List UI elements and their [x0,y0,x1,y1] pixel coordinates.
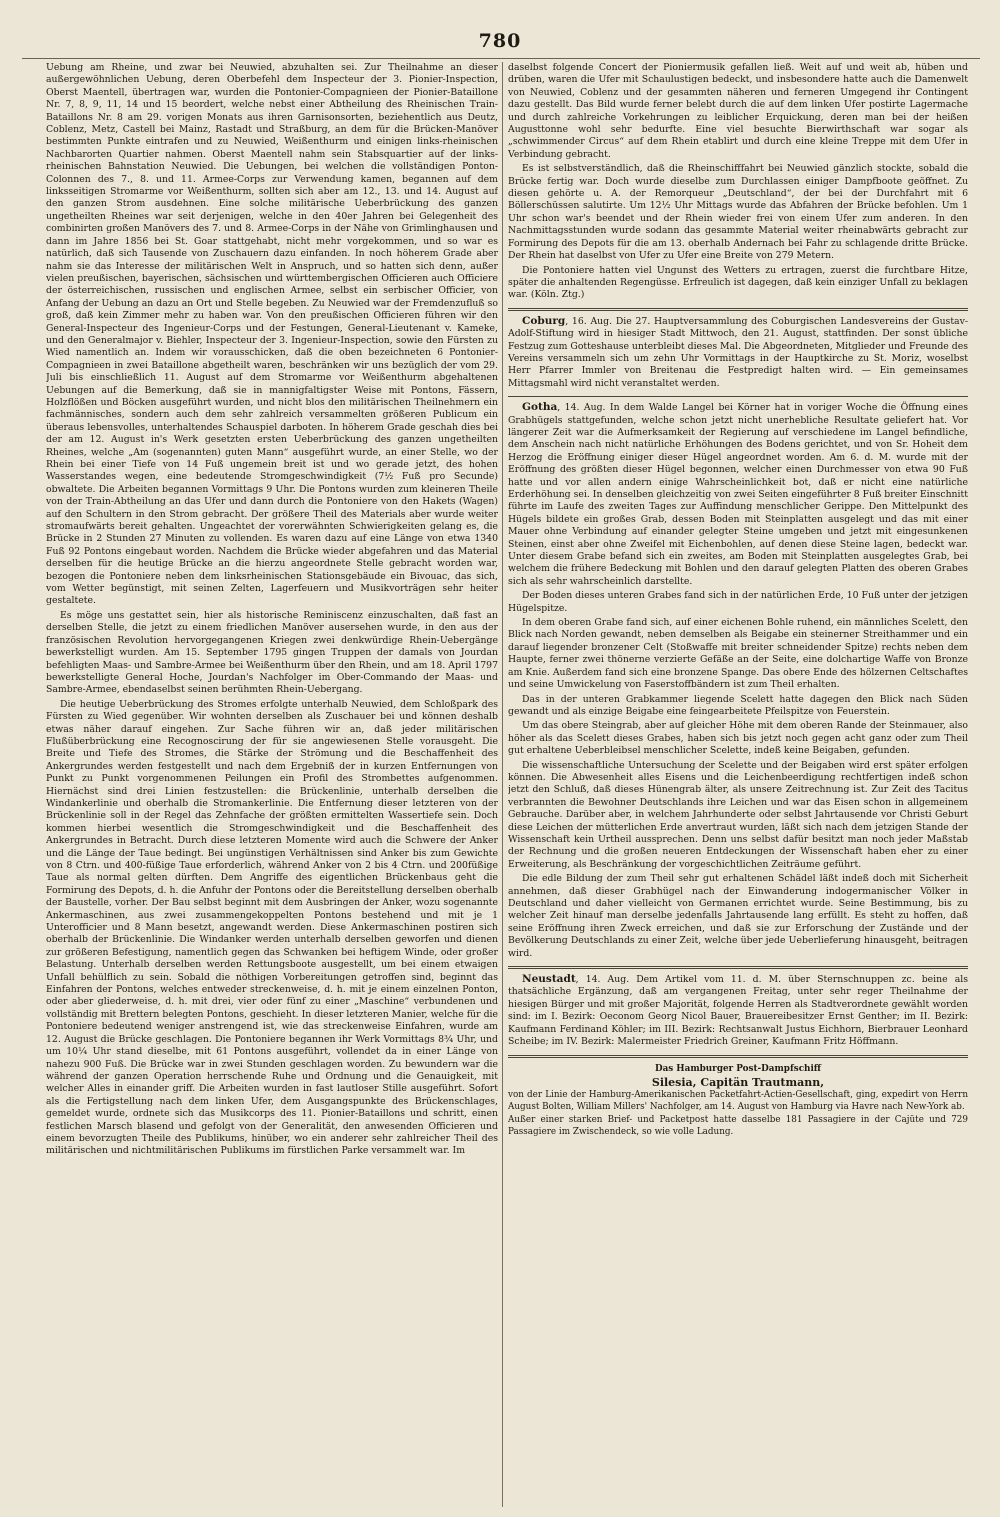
neustadt-article [508,966,968,1048]
coburg-dateline: Coburg [522,314,566,327]
shipping-notice [508,1055,968,1137]
coburg-paragraph [508,315,968,390]
article-paragraph: Uebung am Rheine, und zwar bei Neuwied, abzuhalten sei. Zur Theilnahme an dieser außergewöhnlichen Uebung, deren Oberbefehl dem Inspecteur der 3. Pionier-Inspection, Oberst Maentell, übertragen war, wurden die Pontonier-Compagnieen der Pionier-Bataillone Nr. 7, 8, 9, 11, 14 und 15 beordert, welche nebst einer Abtheilung des Rheinischen Train-Bataillons Nr. 8 am 29. vorigen Monats aus ihren Garnisonsorten, beziehentlich aus Deutz, Coblenz, Metz, Castell bei Mainz, Rastadt und Straßburg, an dem für die Brücken-Manöver bestimmten Punkte eintrafen und zu Neuwied, Weißenthurm und einigen links-rheinischen Nachbarorten Quartier nahmen. Oberst Maentell nahm sein Stabsquartier auf der links-rheinischen Bahnstation Neuwied. Die Uebungen, bei welchen die vollständigen Ponton-Colonnen des 7., 8. und 11. Armee-Corps zur Verwendung kamen, begannen auf dem linksseitigen Stromarme vor Weißenthurm, sollten sich aber am 12., 13. und 14. August auf den ganzen Strom ausdehnen. Eine solche militärische Ueberbrückung des ganzen ungetheilten Rheines war seit derjenigen, welche in den 40er Jahren bei Gelegenheit des combinirten großen Manövers des 7. und 8. Armee-Corps in der Nähe von Grimlinghausen und dann im Jahre 1856 bei St. Goar stattgehabt, nicht mehr vorgekommen, und so war es natürlich, daß sich Tausende von Zuschauern dazu einfanden. In noch höherem Grade aber nahm sie das Interesse der militärischen Welt in Anspruch, und so hatten sich denn, außer vielen preußischen, bayerischen, sächsischen und württembergischen Officieren auch Officiere der österreichischen, russischen und englischen Armee, selbst ein serbischer Officier, von Anfang der Uebung an dazu an Ort und Stelle begeben. Zu Neuwied war der Fremdenzufluß so groß, daß kein Zimmer mehr zu haben war. Von den preußischen Officieren führen wir den General-Inspecteur des Ingenieur-Corps und der Festungen, General-Lieutenant v. Kameke, und den Generalmajor v. Biehler, Inspecteur der 3. Ingenieur-Inspection, sowie den Fürsten zu Wied namentlich an. Indem wir vorausschicken, daß die oben bezeichneten 6 Pontonier-Compagnieen in zwei Bataillone abgetheilt waren, beschränken wir uns bezüglich der vom 29. Juli bis einschließlich 11. August auf dem Stromarme vor Weißenthurm abgehaltenen Uebungen auf die Bemerkung, daß sie in mannigfaltigster Weise mit Pontons, Fässern, Holzflößen und Böcken ausgeführt wurden, und nicht blos den militärischen Theilnehmern ein fachmännisches, sondern auch dem sehr zahlreich versammelten größeren Publicum ein überaus lebensvolles, unterhaltendes Schauspiel darboten. In höherem Grade geschah dies bei der am 12. August in's Werk gesetzten ersten Ueberbrückung des ganzen ungetheilten Rheines, welche „Am (sogenannten) guten Mann“ ausgeführt wurde, an einer Stelle, wo der Rhein bei einer Tiefe von 14 Fuß ungemein breit ist und wo gerade jetzt, des hohen Wasserstandes wegen, eine bedeutende Stromgeschwindigkeit (7½ Fuß pro Secunde) obwaltete. Die Arbeiten begannen Vormittags 9 Uhr. Die Pontons wurden zum kleineren Theile von der Train-Abtheilung an das Ufer und dann durch die Pontoniere von den Hakets (Wagen) auf den Schultern in den Strom gebracht. Der größere Theil des Materials aber wurde weiter stromaufwärts bereit gehalten. Ungeachtet der vorerwähnten Schwierigkeiten gelang es, die Brücke in 2 Stunden 27 Minuten zu vollenden. Es waren dazu auf eine Länge von etwa 1340 Fuß 92 Pontons eingebaut worden. Nachdem die Brücke wieder abgefahren und das Material derselben für die heutige Brücke an die hierzu angeordnete Stelle gebracht worden war, bezogen die Pontoniere neben dem linksrheinischen Stationsgebäude ein Bivouac, das sich, vom Wetter begünstigt, mit seinen Zelten, Lagerfeuern und Musikvorträgen sehr heiter gestaltete. [46,62,498,607]
shipping-notice-note: Außer einer starken Brief- und Packetpost hatte dasselbe 181 Passagiere in der Cajüte und 729 Passagiere im Zwischendeck, so wie volle Ladung. [508,1115,968,1137]
gotha-paragraph [508,401,968,588]
coburg-article [508,308,968,390]
gotha-paragraph: Das in der unteren Grabkammer liegende Scelett hatte dagegen den Blick nach Süden gewandt und als einzige Beigabe eine feingearbeitete Pfeilspitze von Feuerstein. [508,693,968,717]
article-paragraph: Es ist selbstverständlich, daß die Rheinschifffahrt bei Neuwied gänzlich stockte, sobald die Brücke fertig war. Doch wurde dieselbe zum Durchlassen einiger Dampfboote geöffnet. Zu diesen gehörte u. A. der Remorqueur „Deutschland“, der bei der Durchfahrt mit 6 Böllerschüssen salutirte. Um 12½ Uhr Mittags wurde das Abfahren der Brücke befohlen. Um 1 Uhr schon war's beendet und der Rhein wieder frei von einem Ufer zum anderen. In den Nachmittagsstunden wurde sodann das gesammte Material weiter rheinabwärts gebracht zur Formirung des Depots für die am 13. oberhalb Andernach bei Fahr zu schlagende dritte Brücke. Der Rhein hat daselbst von Ufer zu Ufer eine Breite von 279 Metern. [508,163,968,262]
article-paragraph: Die Pontoniere hatten viel Ungunst des Wetters zu ertragen, zuerst die furchtbare Hitze, später die anhaltenden Regengüsse. Erfreulich ist dagegen, daß kein einziger Unfall zu beklagen war. (Köln. Ztg.) [508,264,968,301]
gotha-text: , 14. Aug. In dem Walde Langel bei Körner hat in voriger Woche die Öffnung eines Grabhügels stattgefunden, welche schon jetzt nicht unerhebliche Resultate geliefert hat. Vor längerer Zeit war die Aufmerksamkeit der Regierung auf verschiedene im Langel befindliche, dem Anschein nach nicht natürliche Erhöhungen des Bodens gerichtet, und von Sr. Hoheit dem Herzog die Eröffnung einiger dieser Hügel angeordnet worden. Am 6. d. M. wurde mit der Eröffnung des größten dieser Hügel begonnen, welcher einen Durchmesser von etwa 90 Fuß hatte und vor allen andern einige Wahrscheinlichkeit bot, daß er nicht eine natürliche Erderhöhung sei. In denselben gleichzeitig von zwei Seiten eingeführter 8 Fuß breiter Einschnitt führte im Laufe des zweiten Tages zur Auffindung menschlicher Gerippe. Den Mittelpunkt des Hügels bildete ein großes Grab, dessen Boden mit Steinplatten ausgelegt und das mit einer Mauer ohne Verbindung auf einander gelegter Steine umgeben und jetzt mit eingesunkenen Steinen, einst aber ohne Zweifel mit Eichenbohlen, auf denen diese Steine lagen, bedeckt war. Unter diesem Grabe befand sich ein zweites, am Boden mit Steinplatten ausgelegtes Grab, bei welchem die frühere Bedeckung mit Bohlen und den darauf gelegten Platten des oberen Grabes sich als sehr wahrscheinlich darstellte. [508,402,968,587]
neustadt-dateline: Neustadt [522,973,576,986]
right-column [508,62,968,1510]
ship-name: Silesia, Capitän Trautmann, [651,1075,825,1089]
coburg-text: , 16. Aug. Die 27. Hauptversammlung des Coburgischen Landesvereins der Gustav-Adolf-Stiftung wird in hiesiger Stadt Mittwoch, den 21. August, stattfinden. Der sonst übliche Festzug zum Gotteshause unterbleibt dieses Mal. Die Abgeordneten, Mitglieder und Freunde des Vereins versammeln sich um zehn Uhr Vormittags in der Hauptkirche zu St. Moriz, woselbst Herr Pfarrer Immler von Breitenau die Festpredigt halten wird. — Ein gemeinsames Mittagsmahl wird nicht veranstaltet werden. [508,315,968,389]
gotha-paragraph: In dem oberen Grabe fand sich, auf einer eichenen Bohle ruhend, ein männliches Scelett, den Blick nach Norden gewandt, neben demselben als Beigabe ein steinerner Streithammer und ein darauf liegender bronzener Celt (Stoßwaffe mit breiter schneidender Spitze) rechts neben dem Haupte, ferner zwei thönerne verzierte Gefäße an der Seite, eine dolchartige Waffe von Bronze am Knie. Außerdem fand sich eine bronzene Spange. Das obere Ende des hölzernen Celtschaftes und seine Umwickelung von Faserstoffbändern ist zum Theil erhalten. [508,617,968,691]
gotha-paragraph: Um das obere Steingrab, aber auf gleicher Höhe mit dem oberen Rande der Steinmauer, also höher als das Scelett dieses Grabes, haben sich bis jetzt noch gegen acht ganz oder zum Theil gut erhaltene Ueberbleibsel menschlicher Scelette, indeß keine Beigaben, gefunden. [508,720,968,757]
article-paragraph: Die heutige Ueberbrückung des Stromes erfolgte unterhalb Neuwied, dem Schloßpark des Fürsten zu Wied gegenüber. Wir wohnten derselben als Zuschauer bei und können deshalb etwas näher darauf eingehen. Zur Sache führen wir an, daß jeder militärischen Flußüberbrückung eine Recognoscirung der für sie angewiesenen Stelle vorausgeht. Die Breite und Tiefe des Stromes, die Stärke der Strömung und die Beschaffenheit des Ankergrundes werden festgestellt und nach dem Ergebniß der in kurzen Entfernungen von Punkt zu Punkt vorgenommenen Peilungen ein Profil des Strombettes aufgenommen. Hiernächst sind drei Linien festzustellen: die Brückenlinie, unterhalb derselben die Windankerlinie und oberhalb die Stromankerlinie. Die Entfernung dieser letzteren von der Brückenlinie soll in der Regel das Zehnfache der größten ermittelten Wassertiefe sein. Doch kommen hierbei wesentlich die Stromgeschwindigkeit und die Beschaffenheit des Ankergrundes in Betracht. Durch diese letzteren Momente wird auch die Schwere der Anker und die Länge der Taue bedingt. Bei ungünstigen Verhältnissen sind Anker bis zum Gewichte von 8 Ctrn. und 400-füßige Taue erforderlich, während Anker von 2 bis 4 Ctrn. und 200füßige Taue als normal gelten dürften. Dem Angriffe des eigentlichen Brückenbaus geht die Formirung des Depots, d. h. die Anfuhr der Pontons oder die Bereitstellung derselben oberhalb der Baustelle, vorher. Der Bau selbst beginnt mit dem Ausbringen der Anker, wozu sogenannte Ankermaschinen, aus zwei zusammengekoppelten Pontons bestehend und mit je 1 Unterofficier und 8 Mann besetzt, angewandt werden. Diese Ankermaschinen postiren sich oberhalb der Brückenlinie. Die Windanker werden unterhalb derselben geworfen und dienen zur größeren Befestigung, namentlich gegen das Schwanken bei heftigem Winde, oder großer Belastung. Unterhalb derselben werden Rettungsboote ausgestellt, um bei einem etwaigen Unfall behülflich zu sein. Sobald die nöthigen Vorbereitungen getroffen sind, beginnt das Einfahren der Pontons, welches entweder streckenweise, d. h. mit je einem einzelnen Ponton, oder aber gliederweise, d. h. mit drei, vier oder fünf zu einer „Maschine“ verbundenen und vollständig mit Brettern belegten Pontons, geschieht. In dieser letzteren Manier, welche für die Pontoniere bedeutend weniger anstrengend ist, wie das streckenweise Einfahren, wurde am 12. August die Brücke geschlagen. Die Pontoniere begannen ihr Werk Vormittags 8¾ Uhr, und um 10¼ Uhr stand dieselbe, mit 61 Pontons ausgeführt, vollendet da in einer Länge von nahezu 900 Fuß. Die Brücke war in zwei Stunden geschlagen worden. Zu bewundern war die während der ganzen Operation herrschende Ruhe und Ordnung und die Genauigkeit, mit welcher Alles in einander griff. Die Arbeiten wurden in fast lautloser Stille ausgeführt. Sofort als die Fertigstellung nach dem linken Ufer, dem Ausgangspunkte des Brückenschlages, gemeldet wurde, ordnete sich das Musikcorps des 11. Pionier-Bataillons und schritt, einen festlichen Marsch blasend und gefolgt von der Generalität, den anwesenden Officieren und einem bevorzugten Theile des Publikums, hinüber, wo ein anderer sehr zahlreicher Theil des militärischen und nichtmilitärischen Publikums im fürstlichen Parke versammelt war. Im [46,698,498,1157]
gotha-paragraph: Die wissenschaftliche Untersuchung der Scelette und der Beigaben wird erst später erfolgen können. Die Abwesenheit alles Eisens und die Leichenbeerdigung rechtfertigen indeß schon jetzt den Schluß, daß dieses Hünengrab älter, als unsere Zeitrechnung ist. Zur Zeit des Tacitus verbrannten die Bewohner Deutschlands ihre Leichen und war das Eisen schon in allgemeinem Gebrauche. Darüber aber, in welchem Jahrhunderte oder selbst Jahrtausende vor Christi Geburt diese Leichen der mütterlichen Erde anvertraut wurden, läßt sich nach dem jetzigen Stande der Wissenschaft kein Urtheil aussprechen. Denn uns selbst dafür besitzt man noch jeder Maßstab der Rechnung und die großen neueren Entdeckungen der Wissenschaft haben eher zu einer Erweiterung, als Beschränkung der vorgeschichtlichen Zeiträume geführt. [508,759,968,870]
article-paragraph: Es möge uns gestattet sein, hier als historische Reminiscenz einzuschalten, daß fast an derselben Stelle, die jetzt zu einem friedlichen Manöver ausersehen wurde, in den aus der französischen Revolution hervorgegangenen Kriegen zwei denkwürdige Rhein-Uebergänge bewerkstelligt wurden. Am 15. September 1795 gingen Truppen der damals von Jourdan befehligten Maas- und Sambre-Armee bei Weißenthurm über den Rhein, und am 18. April 1797 bewerkstelligte General Hoche, Jourdan's Nachfolger im Ober-Commando der Maas- und Sambre-Armee, ebendaselbst seinen berühmten Rhein-Uebergang. [46,609,498,696]
column-divider [502,62,503,1507]
left-column [46,62,498,1510]
gotha-dateline: Gotha [522,401,558,414]
gotha-article [508,396,968,960]
gotha-paragraph: Die edle Bildung der zum Theil sehr gut erhaltenen Schädel läßt indeß doch mit Sicherheit annehmen, daß dieser Grabhügel nach der Einwanderung indogermanischer Völker in Deutschland und daher vielleicht von Germanen errichtet wurde. Seine Bestimmung, bis zu welcher Zeit hinauf man derselbe jedenfalls Jahrtausende lang erfüllt. Es steht zu hoffen, daß seine Eröffnung ihren Zweck erreichen, und daß sie zur Erforschung der Zustände und der Bevölkerung Deutschlands zu einer Zeit, welche über jede Ueberlieferung hinausgeht, beitragen wird. [508,873,968,959]
shipping-notice-title: Das Hamburger Post-Dampfschiff [654,1064,822,1075]
neustadt-text: , 14. Aug. Dem Artikel vom 11. d. M. über Sternschnuppen zc. beine als thatsächliche Ergänzung, daß am vergangenen Freitag, unter sehr reger Theilnahme der hiesigen Bürger und mit großer Majorität, folgende Herren als Stadtverordnete gewählt worden sind: im I. Bezirk: Oeconom Georg Nicol Bauer, Brauereibesitzer Ernst Genther; im II. Bezirk: Kaufmann Ferdinand Köhler; im III. Bezirk: Rechtsanwalt Justus Eichhorn, Bierbrauer Leonhard Scheibe; im IV. Bezirk: Malermeister Friedrich Greiner, Kaufmann Fritz Höffmann. [508,974,968,1048]
article-paragraph: daselbst folgende Concert der Pioniermusik gefallen ließ. Weit auf und weit ab, hüben und drüben, waren die Ufer mit Schaulustigen bedeckt, und insbesondere hatte auch die Damenwelt von Neuwied, Coblenz und der gesammten näheren und ferneren Umgegend ihr Contingent dazu gestellt. Das Bild wurde ferner belebt durch die auf dem linken Ufer postirte Lagermache und durch zahlreiche Vorkehrungen zu leiblicher Erquickung, deren man bei der heißen Augusttonne wohl sehr bedurfte. Eine viel besuchte Bierwirthschaft war sogar als „schwimmender Circus“ auf dem Rhein etablirt und durch eine kleine Treppe mit dem Ufer in Verbindung gebracht. [508,62,968,160]
neustadt-paragraph [508,973,968,1048]
page-number: 780 [478,30,522,52]
shipping-notice-body: von der Linie der Hamburg-Amerikanischen Packetfahrt-Actien-Gesellschaft, ging, expedirt von Herrn August Bolten, William Millers' Nachfolger, am 14. August von Hamburg via Havre nach New-York ab. [508,1090,968,1112]
header-rule [22,58,980,59]
gotha-paragraph: Der Boden dieses unteren Grabes fand sich in der natürlichen Erde, 10 Fuß unter der jetzigen Hügelspitze. [508,590,968,614]
